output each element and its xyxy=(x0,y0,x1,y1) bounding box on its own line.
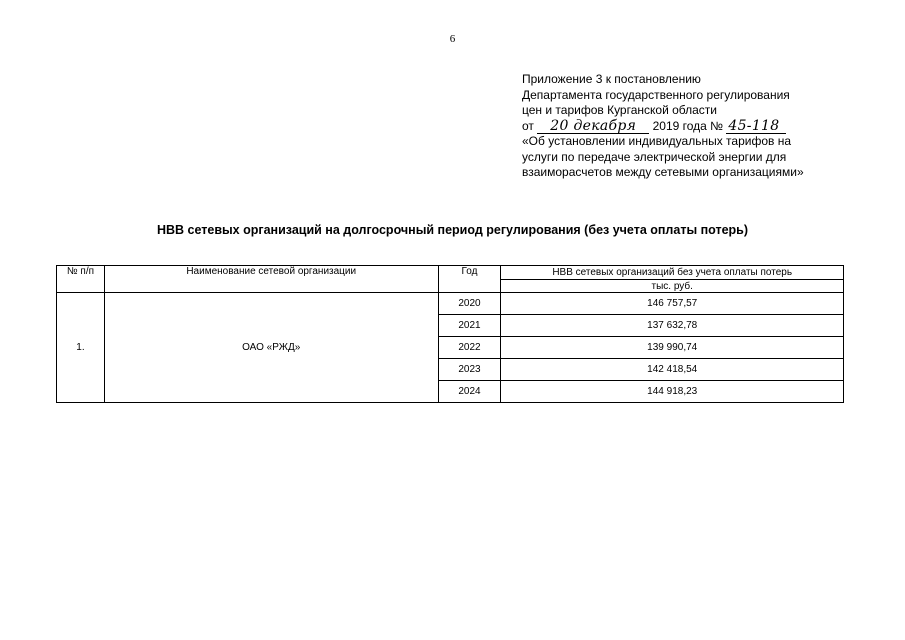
header-name: Наименование сетевой организации xyxy=(104,266,438,280)
page-number: 6 xyxy=(449,33,456,45)
org-name: ОАО «РЖД» xyxy=(104,293,438,403)
nvv-table xyxy=(56,265,844,403)
nvv-value-cell: 137 632,78 xyxy=(501,315,844,337)
nvv-value-cell: 139 990,74 xyxy=(501,337,844,359)
unit-row xyxy=(57,280,844,293)
appendix-line-3: цен и тарифов Курганской области xyxy=(522,103,717,117)
year-cell: 2020 xyxy=(438,293,501,315)
nvv-table-body xyxy=(57,266,844,403)
document-title: НВВ сетевых организаций на долгосрочный период регулирования (без учета оплаты потерь) xyxy=(156,223,749,237)
header-num-cont xyxy=(57,280,105,293)
appendix-line-1: Приложение 3 к постановлению xyxy=(522,72,701,86)
org-number: 1. xyxy=(57,293,105,403)
year-cell: 2021 xyxy=(438,315,501,337)
from-label: от xyxy=(522,118,534,133)
year-text: 2019 года № xyxy=(652,118,724,133)
header-year-cont xyxy=(438,280,501,293)
year-cell: 2023 xyxy=(438,359,501,381)
nvv-value-cell: 142 418,54 xyxy=(501,359,844,381)
year-cell: 2022 xyxy=(438,337,501,359)
nvv-value-cell: 144 918,23 xyxy=(501,381,844,403)
header-name-cont xyxy=(104,280,438,293)
handwritten-date: 20 декабря xyxy=(537,119,649,134)
header-year: Год xyxy=(438,266,501,280)
appendix-line-4 xyxy=(522,119,882,135)
header-row xyxy=(57,266,844,280)
nvv-value-cell: 146 757,57 xyxy=(501,293,844,315)
table-row xyxy=(57,293,844,315)
year-cell: 2024 xyxy=(438,381,501,403)
header-num: № п/п xyxy=(57,266,105,280)
appendix-line-5: «Об установлении индивидуальных тарифов на xyxy=(522,134,792,148)
appendix-line-7: взаиморасчетов между сетевыми организациями» xyxy=(522,165,804,179)
header-unit: тыс. руб. xyxy=(501,280,844,293)
appendix-line-6: услуги по передаче электрической энергии для xyxy=(522,149,787,164)
appendix-line-2: Департамента государственного регулирования xyxy=(522,87,790,102)
header-nvv: НВВ сетевых организаций без учета оплаты потерь xyxy=(501,266,844,280)
appendix-block xyxy=(522,72,882,181)
handwritten-number: 45-118 xyxy=(726,119,786,134)
